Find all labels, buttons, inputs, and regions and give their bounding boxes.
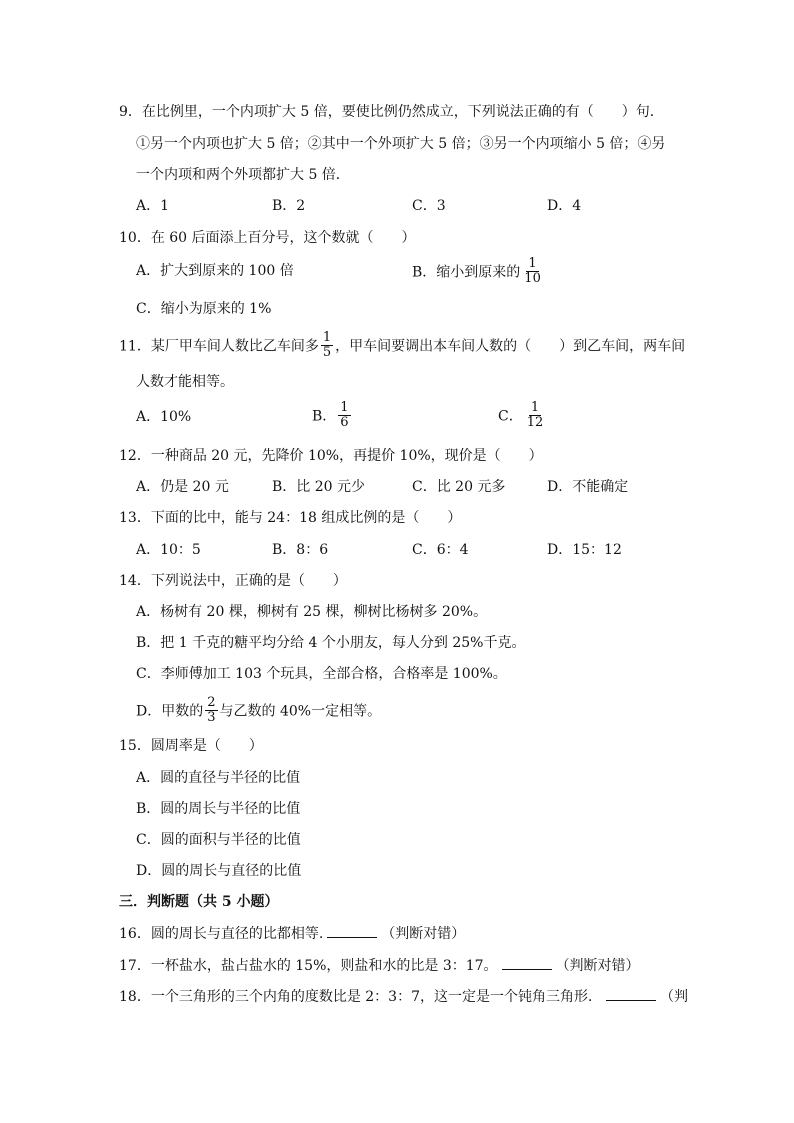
- question-9-line-3: 一个内项和两个外项都扩大 5 倍．: [136, 167, 350, 183]
- question-12-option-b[interactable]: B．比 20 元少: [272, 479, 366, 495]
- option-d-text-a: D．甲数的: [136, 703, 204, 720]
- question-15-option-a[interactable]: A．圆的直径与半径的比值: [136, 770, 301, 786]
- option-b-text: B．: [312, 408, 337, 425]
- fraction-numerator: 1: [528, 256, 537, 271]
- question-15-stem: 15．圆周率是（ ）: [119, 738, 263, 754]
- fraction: [522, 257, 543, 286]
- section-heading: 三．判断题（共 5 小题）: [119, 894, 279, 910]
- fraction: [525, 401, 546, 430]
- question-12-option-d[interactable]: D．不能确定: [547, 479, 629, 495]
- question-9-option-d[interactable]: D．4: [547, 198, 582, 214]
- question-13-option-c[interactable]: C．6：4: [412, 542, 469, 558]
- question-9-stem: 9．在比例里，一个内项扩大 5 倍，要使比例仍然成立，下列说法正确的有（ ）句．: [119, 104, 664, 120]
- answer-blank[interactable]: [327, 925, 377, 938]
- question-11-option-a[interactable]: A．10%: [136, 409, 192, 425]
- question-15-option-b[interactable]: B．圆的周长与半径的比值: [136, 801, 301, 817]
- question-11-text-b: ，甲车间要调出本车间人数的（ ）到乙车间，两车间: [335, 338, 686, 355]
- fraction-denominator: 5: [322, 345, 332, 360]
- fraction-denominator: 12: [526, 415, 544, 430]
- question-9-option-b[interactable]: B．2: [272, 198, 306, 214]
- question-18-text: 18．一个三角形的三个内角的度数比是 2：3：7，这一定是一个钝角三角形．: [119, 989, 602, 1005]
- fraction: [338, 401, 350, 430]
- question-14-option-d[interactable]: [136, 697, 381, 726]
- question-15-option-c[interactable]: C．圆的面积与半径的比值: [136, 832, 301, 848]
- question-9-line-2: ①另一个内项也扩大 5 倍；②其中一个外项扩大 5 倍；③另一个内项缩小 5 倍；④另: [136, 136, 666, 152]
- question-12-option-c[interactable]: C．比 20 元多: [412, 479, 506, 495]
- fraction-numerator: 1: [340, 400, 349, 415]
- question-17: [119, 957, 640, 975]
- question-17-hint: （判断对错）: [555, 958, 640, 974]
- question-16: [119, 925, 465, 943]
- fraction: [205, 696, 217, 725]
- option-d-text-b: 与乙数的 40%一定相等。: [219, 703, 382, 720]
- answer-blank[interactable]: [502, 957, 552, 970]
- question-10-option-c[interactable]: C．缩小为原来的 1%: [136, 301, 272, 317]
- fraction-denominator: 10: [524, 271, 541, 286]
- question-13-stem: 13．下面的比中，能与 24：18 组成比例的是（ ）: [119, 510, 462, 526]
- question-10-option-b[interactable]: [412, 258, 545, 287]
- option-c-text: C．: [498, 408, 523, 425]
- question-18: [119, 988, 688, 1006]
- question-17-text: 17．一杯盐水，盐占盐水的 15%，则盐和水的比是 3：17。: [119, 958, 498, 974]
- question-11-line-2: 人数才能相等。: [136, 374, 234, 390]
- question-14-stem: 14．下列说法中，正确的是（ ）: [119, 573, 347, 589]
- question-12-stem: 12．一种商品 20 元，先降价 10%，再提价 10%，现价是（ ）: [119, 448, 543, 464]
- fraction-denominator: 6: [340, 415, 349, 430]
- question-10-stem: 10．在 60 后面添上百分号，这个数就（ ）: [119, 230, 416, 246]
- question-18-hint: （判: [660, 989, 688, 1005]
- option-b-text: B．缩小到原来的: [412, 264, 521, 281]
- question-16-text: 16．圆的周长与直径的比都相等.: [119, 926, 324, 942]
- question-14-option-b[interactable]: B．把 1 千克的糖平均分给 4 个小朋友，每人分到 25%千克。: [136, 635, 526, 651]
- question-13-option-a[interactable]: A．10：5: [136, 542, 201, 558]
- answer-blank[interactable]: [606, 988, 656, 1001]
- question-13-option-b[interactable]: B．8：6: [272, 542, 329, 558]
- question-9-option-c[interactable]: C．3: [412, 198, 446, 214]
- fraction-numerator: 1: [322, 330, 332, 345]
- question-10-option-a[interactable]: A．扩大到原来的 100 倍: [136, 263, 294, 279]
- question-13-option-d[interactable]: D．15：12: [547, 542, 622, 558]
- question-11-text-a: 11．某厂甲车间人数比乙车间多: [119, 338, 319, 355]
- fraction-denominator: 3: [207, 710, 216, 725]
- question-9-option-a[interactable]: A．1: [136, 198, 170, 214]
- question-11-stem: [119, 332, 685, 361]
- question-11-option-b[interactable]: [312, 402, 353, 431]
- fraction: [321, 331, 333, 360]
- question-16-hint: （判断对错）: [381, 926, 466, 942]
- question-12-option-a[interactable]: A．仍是 20 元: [136, 479, 229, 495]
- fraction-numerator: 2: [207, 695, 216, 710]
- question-11-option-c[interactable]: [498, 402, 547, 431]
- question-15-option-d[interactable]: D．圆的周长与直径的比值: [136, 863, 302, 879]
- fraction-numerator: 1: [530, 400, 540, 415]
- question-14-option-c[interactable]: C．李师傅加工 103 个玩具，全部合格，合格率是 100%。: [136, 666, 507, 682]
- question-14-option-a[interactable]: A．杨树有 20 棵，柳树有 25 棵，柳树比杨树多 20%。: [136, 604, 488, 620]
